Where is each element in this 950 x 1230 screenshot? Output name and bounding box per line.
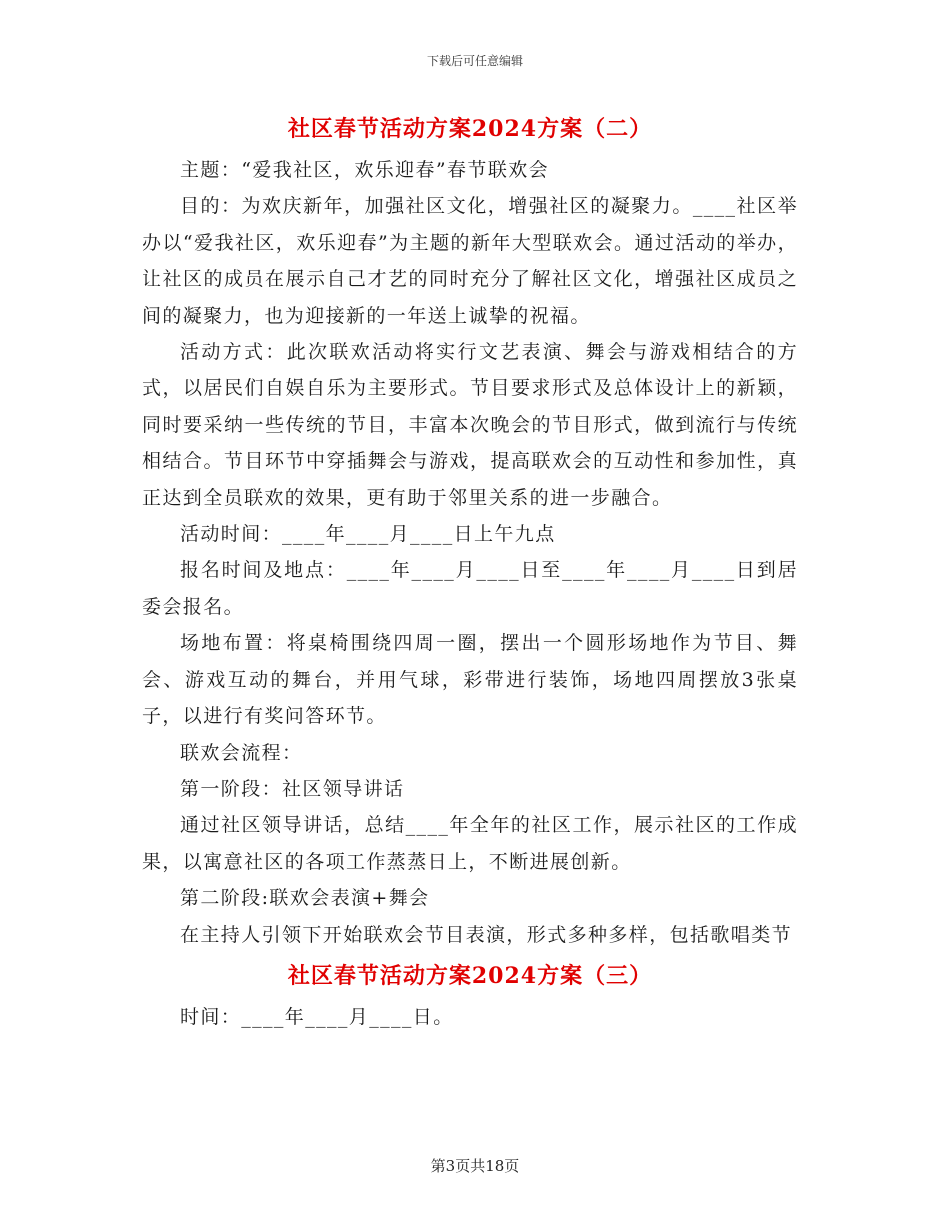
paragraph-venue-layout: 场地布置：将桌椅围绕四周一圈，摆出一个圆形场地作为节目、舞会、游戏互动的舞台，并用气球，彩带进行装饰，场地四周摆放3张桌子，以进行有奖问答环节。 (142, 632, 798, 728)
paragraph-purpose: 目的：为欢庆新年，加强社区文化，增强社区的凝聚力。____社区举办以“爱我社区，欢乐迎春”为主题的新年大型联欢会。通过活动的举办，让社区的成员在展示自己才艺的同时充分了解社区文化，增强社区成员之间的凝聚力，也为迎接新的一年送上诚挚的祝福。 (142, 195, 798, 327)
paragraph-activity-time: 活动时间：____年____月____日上午九点 (180, 523, 556, 546)
document-body (142, 112, 798, 1035)
paragraph-theme: 主题：“爱我社区，欢乐迎春”春节联欢会 (180, 159, 550, 181)
paragraph-stage-two: 第二阶段:联欢会表演+舞会 (180, 887, 430, 910)
paragraph-program-flow: 联欢会流程： (180, 741, 303, 764)
paragraph-stage-one: 第一阶段：社区领导讲话 (180, 777, 405, 800)
paragraph-time: 时间：____年____月____日。 (180, 1005, 454, 1028)
paragraph-leader-speech: 通过社区领导讲话，总结____年全年的社区工作，展示社区的工作成果，以寓意社区的各项工作蒸蒸日上，不断进展创新。 (142, 814, 798, 873)
section-title-3: 社区春节活动方案2024方案（三） (287, 962, 653, 989)
paragraph-performance: 在主持人引领下开始联欢会节目表演，形式多种多样，包括歌唱类节 (180, 923, 793, 946)
paragraph-registration: 报名时间及地点：____年____月____日至____年____月____日到居委会报名。 (142, 559, 798, 618)
paragraph-activity-method: 活动方式：此次联欢活动将实行文艺表演、舞会与游戏相结合的方式，以居民们自娱自乐为主要形式。节目要求形式及总体设计上的新颖，同时要采纳一些传统的节目，丰富本次晚会的节目形式，做到流行与传统相结合。节目环节中穿插舞会与游戏，提高联欢会的互动性和参加性，真正达到全员联欢的效果，更有助于邻里关系的进一步融合。 (142, 341, 798, 509)
section-title-2: 社区春节活动方案2024方案（二） (287, 116, 653, 142)
page-number: 第3页共18页 (430, 1157, 520, 1175)
header-note: 下载后可任意编辑 (426, 54, 523, 68)
